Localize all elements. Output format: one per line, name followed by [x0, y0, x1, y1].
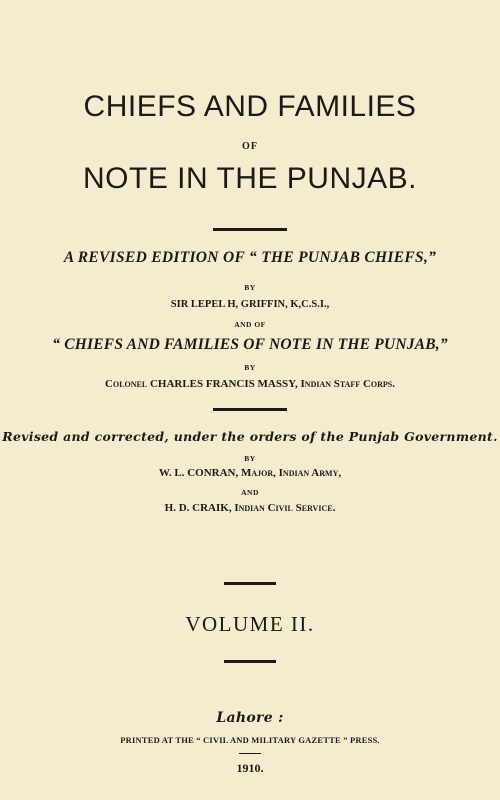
reviser-conran: W. L. CONRAN, Major, Indian Army, [158, 467, 342, 479]
by-label-3: BY [244, 454, 256, 463]
revision-statement: Revised and corrected, under the orders of the Punjab Government. [2, 429, 498, 444]
by-label-2: BY [244, 363, 256, 372]
revised-edition-line: A REVISED EDITION OF “ THE PUNJAB CHIEFS,” [63, 249, 437, 266]
divider-rule-2 [213, 408, 287, 411]
and-label: AND [241, 488, 259, 497]
and-of-label: AND OF [234, 320, 266, 329]
volume-label: VOLUME II. [185, 612, 315, 636]
divider-rule-4 [224, 660, 276, 663]
author-griffin: SIR LEPEL H, GRIFFIN, K,C.S.I., [170, 299, 330, 310]
divider-rule-5 [239, 753, 261, 754]
title-line-2: NOTE IN THE PUNJAB. [83, 162, 417, 195]
author-massy: Colonel CHARLES FRANCIS MASSY, Indian Staff Corps. [105, 378, 395, 390]
reviser-craik: H. D. CRAIK, Indian Civil Service. [164, 502, 336, 514]
divider-rule-3 [224, 582, 276, 585]
by-label-1: BY [244, 283, 256, 292]
title-line-1: CHIEFS AND FAMILIES [83, 90, 417, 123]
imprint-printer: PRINTED AT THE “ CIVIL AND MILITARY GAZETTE ” PRESS. [120, 735, 380, 745]
imprint-city: Lahore : [216, 710, 284, 726]
second-work-title: “ CHIEFS AND FAMILIES OF NOTE IN THE PUNJAB,” [52, 336, 448, 353]
divider-rule-1 [213, 228, 287, 231]
imprint-year: 1910. [236, 761, 264, 775]
title-of: OF [242, 141, 258, 152]
